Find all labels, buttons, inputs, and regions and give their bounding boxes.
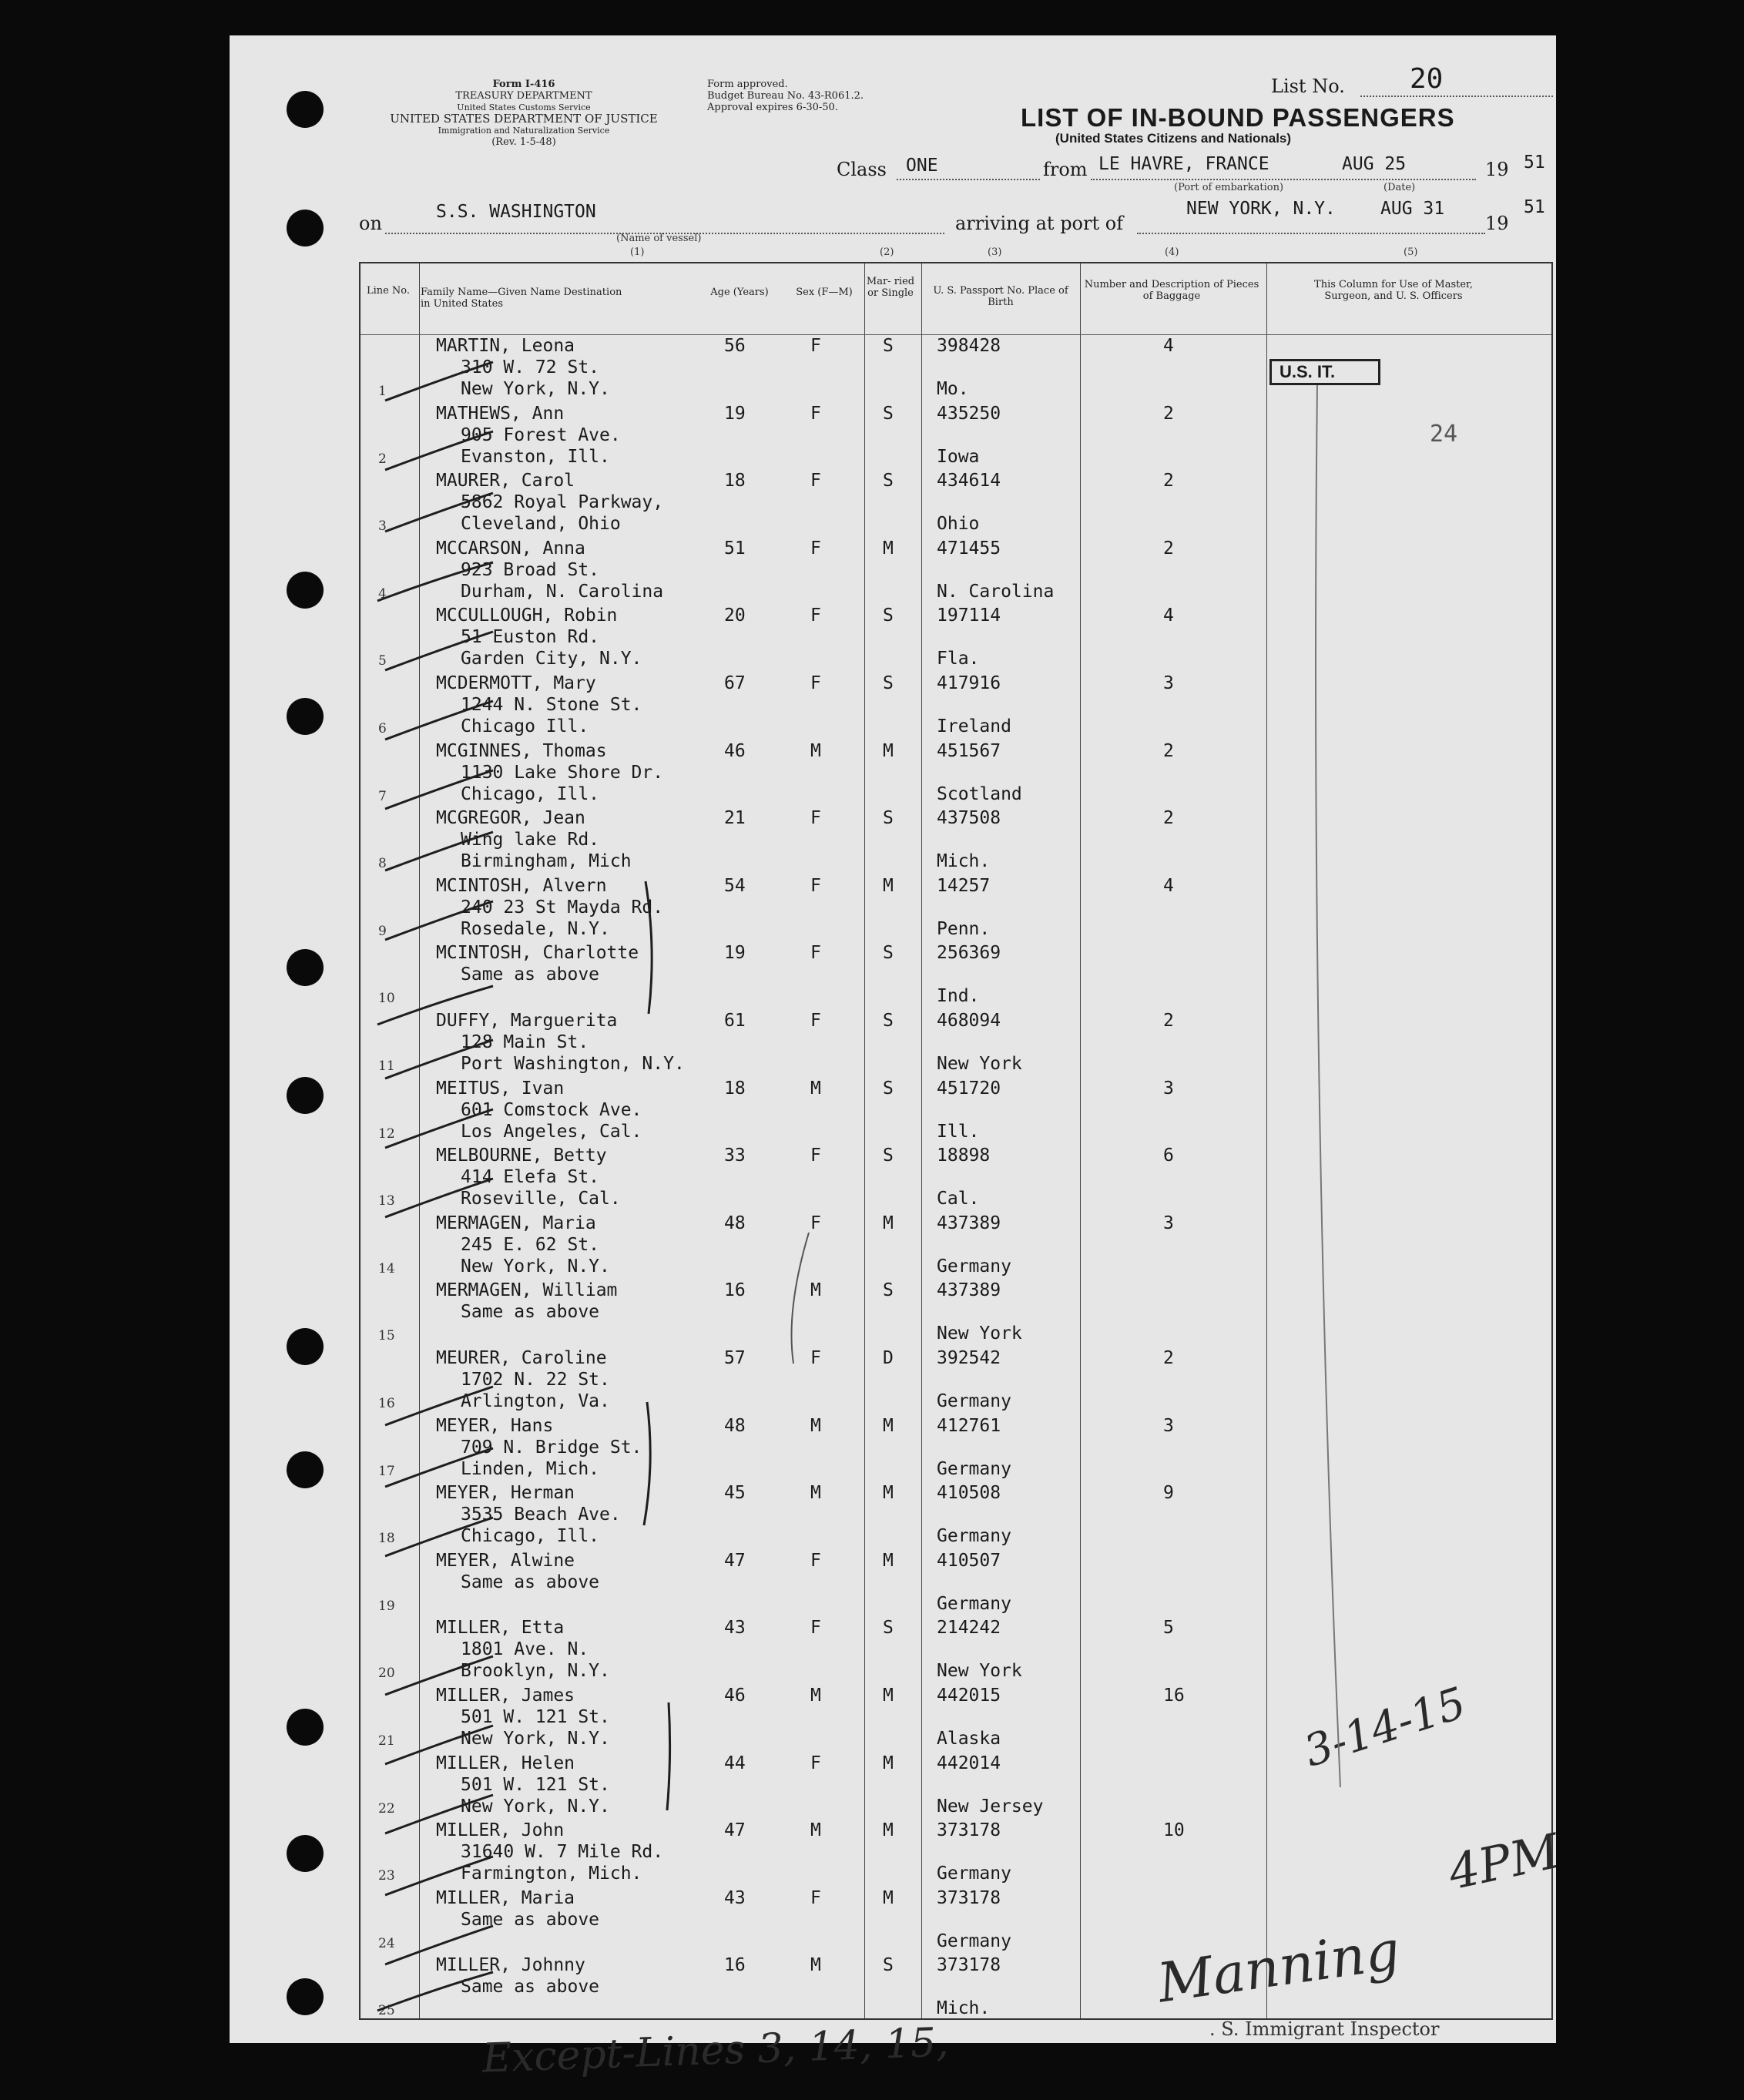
marital-status: M xyxy=(883,875,894,896)
passport-number: 471455 xyxy=(937,538,1001,559)
age-value: 16 xyxy=(724,1955,746,1976)
sex-value: M xyxy=(810,1686,821,1706)
passenger-count: 24 xyxy=(1430,421,1458,448)
address-line2: Durham, N. Carolina xyxy=(461,581,664,602)
marital-status: S xyxy=(883,1280,894,1301)
baggage-count: 3 xyxy=(1163,673,1174,693)
address-line2: Garden City, N.Y. xyxy=(461,649,642,669)
page-subtitle: (United States Citizens and Nationals) xyxy=(1055,131,1292,146)
passenger-name: MILLER, Etta xyxy=(436,1618,565,1639)
address-line2: Linden, Mich. xyxy=(461,1458,600,1479)
passenger-name: MERMAGEN, William xyxy=(436,1280,618,1301)
age-value: 67 xyxy=(724,673,746,693)
address-line2: New York, N.Y. xyxy=(461,1729,610,1749)
sex-value: M xyxy=(810,740,821,761)
age-value: 16 xyxy=(724,1280,746,1301)
col-number-3: (3) xyxy=(988,247,1002,258)
passport-number: 392542 xyxy=(937,1348,1001,1368)
age-value: 48 xyxy=(724,1213,746,1233)
place-of-birth: Mich. xyxy=(937,1998,991,2019)
place-of-birth: N. Carolina xyxy=(937,581,1055,602)
passport-number: 256369 xyxy=(937,943,1001,964)
arrival-year-prefix: 19 xyxy=(1485,213,1509,234)
place-of-birth: Ohio xyxy=(937,514,980,535)
passenger-name: MARTIN, Leona xyxy=(436,336,575,356)
passport-number: 451567 xyxy=(937,740,1001,761)
age-value: 47 xyxy=(724,1820,746,1841)
handwritten-time: 4PM xyxy=(1443,1822,1565,1901)
address-line1: 310 W. 72 St. xyxy=(461,357,600,377)
colhead-married: Mar- ried or Single xyxy=(866,276,915,299)
age-value: 51 xyxy=(724,538,746,559)
embark-year: 51 xyxy=(1524,153,1545,173)
passenger-name: MEYER, Herman xyxy=(436,1483,575,1504)
marital-status: S xyxy=(883,1078,894,1099)
marital-status: M xyxy=(883,1415,894,1436)
class-value: ONE xyxy=(906,156,938,176)
col-number-5: (5) xyxy=(1404,247,1418,258)
baggage-count: 3 xyxy=(1163,1415,1174,1436)
sex-value: F xyxy=(810,1618,821,1639)
embark-date: AUG 25 xyxy=(1342,154,1407,174)
marital-status: M xyxy=(883,1887,894,1908)
embark-year-prefix: 19 xyxy=(1485,159,1509,180)
list-no-label: List No. xyxy=(1271,75,1345,97)
approval-line3: Approval expires 6-30-50. xyxy=(707,102,838,113)
sex-value: F xyxy=(810,1550,821,1571)
form-number: Form I-416 xyxy=(492,79,555,90)
address-line1: 1244 N. Stone St. xyxy=(461,695,642,715)
justice-dept: UNITED STATES DEPARTMENT OF JUSTICE xyxy=(390,112,658,126)
address-line2: Farmington, Mich. xyxy=(461,1863,642,1884)
line-number: 3 xyxy=(378,518,387,535)
age-value: 18 xyxy=(724,1078,746,1099)
address-line1: 501 W. 121 St. xyxy=(461,1707,610,1727)
passenger-name: MATHEWS, Ann xyxy=(436,403,565,424)
colhead-officers: This Column for Use of Master, Surgeon, and U. S. Officers xyxy=(1314,279,1473,302)
arrival-year: 51 xyxy=(1524,197,1545,217)
form-revision: (Rev. 1-5-48) xyxy=(491,136,556,148)
place-of-birth: Germany xyxy=(937,1256,1011,1276)
address-line1: Wing lake Rd. xyxy=(461,830,600,850)
place-of-birth: Germany xyxy=(937,1526,1011,1547)
baggage-count: 2 xyxy=(1163,1348,1174,1368)
line-number: 21 xyxy=(378,1733,395,1749)
vessel-name: S.S. WASHINGTON xyxy=(436,202,596,222)
address-line2: Cleveland, Ohio xyxy=(461,514,621,535)
us-it-stamp: U.S. IT. xyxy=(1269,359,1380,385)
address-line2: Chicago Ill. xyxy=(461,716,589,736)
age-value: 20 xyxy=(724,606,746,626)
place-of-birth: Germany xyxy=(937,1931,1011,1951)
passenger-name: MCGREGOR, Jean xyxy=(436,808,585,829)
passport-number: 398428 xyxy=(937,336,1001,356)
inspector-caption: . S. Immigrant Inspector xyxy=(1209,2018,1440,2040)
address-line1: 905 Forest Ave. xyxy=(461,424,621,445)
baggage-count: 2 xyxy=(1163,1011,1174,1031)
on-label: on xyxy=(359,213,382,234)
approval-line2: Budget Bureau No. 43-R061.2. xyxy=(707,90,864,102)
passenger-name: MILLER, Maria xyxy=(436,1887,575,1908)
marital-status: S xyxy=(883,943,894,964)
sex-value: F xyxy=(810,1213,821,1233)
inspector-signature: Manning xyxy=(1153,1918,1404,2015)
passport-number: 435250 xyxy=(937,403,1001,424)
baggage-count: 2 xyxy=(1163,471,1174,491)
address-line1: 245 E. 62 St. xyxy=(461,1234,600,1255)
age-value: 19 xyxy=(724,403,746,424)
passport-number: 410507 xyxy=(937,1550,1001,1571)
marital-status: S xyxy=(883,1011,894,1031)
passenger-name: MEURER, Caroline xyxy=(436,1348,607,1368)
baggage-count: 2 xyxy=(1163,808,1174,829)
colhead-baggage: Number and Description of Pieces of Baggage xyxy=(1084,279,1259,302)
passport-number: 14257 xyxy=(937,875,991,896)
line-number: 16 xyxy=(378,1396,395,1411)
colhead-age: Age (Years) xyxy=(710,287,769,298)
address-line1: 1702 N. 22 St. xyxy=(461,1370,610,1390)
page-title: LIST OF IN-BOUND PASSENGERS xyxy=(1021,103,1455,132)
marital-status: S xyxy=(883,1146,894,1166)
place-of-birth: Ireland xyxy=(937,716,1011,736)
baggage-count: 5 xyxy=(1163,1618,1174,1639)
baggage-count: 4 xyxy=(1163,875,1174,896)
col-number-2: (2) xyxy=(880,247,894,258)
place-of-birth: Penn. xyxy=(937,918,991,939)
passport-number: 410508 xyxy=(937,1483,1001,1504)
marital-status: M xyxy=(883,538,894,559)
address-line1: Same as above xyxy=(461,1977,600,1998)
sex-value: F xyxy=(810,943,821,964)
marital-status: M xyxy=(883,1213,894,1233)
age-value: 61 xyxy=(724,1011,746,1031)
passport-number: 437508 xyxy=(937,808,1001,829)
line-number: 24 xyxy=(378,1935,395,1951)
passport-number: 442014 xyxy=(937,1753,1001,1773)
sex-value: M xyxy=(810,1078,821,1099)
place-of-birth: New York xyxy=(937,1054,1022,1074)
line-number: 13 xyxy=(378,1193,395,1209)
address-line2: Port Washington, N.Y. xyxy=(461,1054,685,1074)
passenger-name: MILLER, John xyxy=(436,1820,565,1841)
passenger-name: MILLER, Helen xyxy=(436,1753,575,1773)
address-line1: 51 Euston Rd. xyxy=(461,627,600,648)
place-of-birth: Fla. xyxy=(937,649,980,669)
passenger-name: MCINTOSH, Charlotte xyxy=(436,943,639,964)
age-value: 45 xyxy=(724,1483,746,1504)
place-of-birth: New York xyxy=(937,1323,1022,1344)
line-number: 10 xyxy=(378,991,395,1007)
arrival-port: NEW YORK, N.Y. xyxy=(1186,199,1336,219)
line-number: 4 xyxy=(378,585,387,602)
marital-status: S xyxy=(883,471,894,491)
address-line1: 31640 W. 7 Mile Rd. xyxy=(461,1842,664,1863)
sex-value: M xyxy=(810,1820,821,1841)
line-number: 22 xyxy=(378,1800,395,1817)
sex-value: F xyxy=(810,1146,821,1166)
address-line2: Los Angeles, Cal. xyxy=(461,1121,642,1142)
baggage-count: 9 xyxy=(1163,1483,1174,1504)
line-number: 8 xyxy=(378,856,387,872)
col-number-4: (4) xyxy=(1165,247,1179,258)
marital-status: M xyxy=(883,1753,894,1773)
arriving-label: arriving at port of xyxy=(955,213,1124,234)
age-value: 33 xyxy=(724,1146,746,1166)
address-line2: Rosedale, N.Y. xyxy=(461,918,610,939)
sex-value: F xyxy=(810,1887,821,1908)
handwritten-date: 3-14-15 xyxy=(1298,1678,1472,1777)
colhead-name: Family Name—Given Name Destination in United States xyxy=(421,287,622,310)
embark-port-caption: (Port of embarkation) xyxy=(1174,182,1284,193)
address-line2: Birmingham, Mich xyxy=(461,851,632,872)
line-number: 6 xyxy=(378,721,387,736)
passenger-name: DUFFY, Marguerita xyxy=(436,1011,618,1031)
place-of-birth: Germany xyxy=(937,1458,1011,1479)
passport-number: 437389 xyxy=(937,1213,1001,1233)
marital-status: D xyxy=(883,1348,894,1368)
sex-value: F xyxy=(810,606,821,626)
sex-value: F xyxy=(810,538,821,559)
line-number: 23 xyxy=(378,1868,395,1884)
line-number: 5 xyxy=(378,653,387,669)
customs-service: United States Customs Service xyxy=(457,102,591,112)
age-value: 54 xyxy=(724,875,746,896)
colhead-line: Line No. xyxy=(366,285,411,297)
embark-port: LE HAVRE, FRANCE xyxy=(1098,154,1269,174)
passenger-name: MCCARSON, Anna xyxy=(436,538,585,559)
marital-status: M xyxy=(883,740,894,761)
passenger-name: MERMAGEN, Maria xyxy=(436,1213,596,1233)
address-line1: 240 23 St Mayda Rd. xyxy=(461,897,664,917)
baggage-count: 10 xyxy=(1163,1820,1185,1841)
date-caption: (Date) xyxy=(1383,182,1416,193)
passenger-name: MILLER, James xyxy=(436,1686,575,1706)
age-value: 46 xyxy=(724,1686,746,1706)
place-of-birth: New York xyxy=(937,1661,1022,1682)
place-of-birth: Alaska xyxy=(937,1729,1001,1749)
approval-line1: Form approved. xyxy=(707,79,788,90)
passport-number: 437389 xyxy=(937,1280,1001,1301)
sex-value: M xyxy=(810,1955,821,1976)
age-value: 18 xyxy=(724,471,746,491)
list-no-value: 20 xyxy=(1410,63,1444,95)
address-line1: Same as above xyxy=(461,964,600,985)
address-line2: Evanston, Ill. xyxy=(461,446,610,467)
baggage-count: 16 xyxy=(1163,1686,1185,1706)
vessel-caption: (Name of vessel) xyxy=(616,233,702,244)
place-of-birth: Iowa xyxy=(937,446,980,467)
marital-status: M xyxy=(883,1686,894,1706)
passenger-name: MEITUS, Ivan xyxy=(436,1078,565,1099)
col-number-1: (1) xyxy=(630,247,645,258)
marital-status: S xyxy=(883,1955,894,1976)
address-line2: Chicago, Ill. xyxy=(461,1526,600,1547)
sex-value: F xyxy=(810,808,821,829)
passenger-name: MELBOURNE, Betty xyxy=(436,1146,607,1166)
check-marks xyxy=(377,362,1340,2011)
place-of-birth: Germany xyxy=(937,1391,1011,1411)
passenger-name: MCDERMOTT, Mary xyxy=(436,673,596,693)
passenger-name: MEYER, Alwine xyxy=(436,1550,575,1571)
passport-number: 468094 xyxy=(937,1011,1001,1031)
passenger-name: MILLER, Johnny xyxy=(436,1955,585,1976)
passport-number: 197114 xyxy=(937,606,1001,626)
line-number: 11 xyxy=(378,1058,395,1074)
address-line1: 601 Comstock Ave. xyxy=(461,1099,642,1120)
address-line1: 5862 Royal Parkway, xyxy=(461,492,664,513)
age-value: 56 xyxy=(724,336,746,356)
line-number: 15 xyxy=(378,1328,395,1344)
line-number: 25 xyxy=(378,2003,395,2019)
address-line1: 709 N. Bridge St. xyxy=(461,1437,642,1458)
sex-value: M xyxy=(810,1415,821,1436)
address-line2: Arlington, Va. xyxy=(461,1391,610,1411)
address-line1: 923 Broad St. xyxy=(461,559,600,580)
passenger-name: MCCULLOUGH, Robin xyxy=(436,606,618,626)
address-line2: Roseville, Cal. xyxy=(461,1189,621,1209)
treasury-dept: TREASURY DEPARTMENT xyxy=(455,90,592,102)
passport-number: 412761 xyxy=(937,1415,1001,1436)
place-of-birth: Germany xyxy=(937,1593,1011,1614)
age-value: 19 xyxy=(724,943,746,964)
sex-value: F xyxy=(810,1011,821,1031)
marital-status: S xyxy=(883,336,894,356)
sex-value: F xyxy=(810,403,821,424)
age-value: 46 xyxy=(724,740,746,761)
age-value: 48 xyxy=(724,1415,746,1436)
passport-number: 373178 xyxy=(937,1820,1001,1841)
marital-status: M xyxy=(883,1550,894,1571)
passport-number: 451720 xyxy=(937,1078,1001,1099)
address-line1: 501 W. 121 St. xyxy=(461,1774,610,1795)
baggage-count: 2 xyxy=(1163,403,1174,424)
age-value: 57 xyxy=(724,1348,746,1368)
baggage-count: 3 xyxy=(1163,1078,1174,1099)
address-line1: Same as above xyxy=(461,1909,600,1930)
line-number: 17 xyxy=(378,1463,395,1479)
place-of-birth: Ind. xyxy=(937,986,980,1007)
passport-number: 442015 xyxy=(937,1686,1001,1706)
address-line1: 3535 Beach Ave. xyxy=(461,1505,621,1525)
passport-number: 434614 xyxy=(937,471,1001,491)
from-label: from xyxy=(1043,159,1088,180)
sex-value: F xyxy=(810,875,821,896)
sex-value: F xyxy=(810,1753,821,1773)
address-line1: Same as above xyxy=(461,1302,600,1323)
passenger-name: MCGINNES, Thomas xyxy=(436,740,607,761)
bottom-note: Except-Lines 3, 14, 15, xyxy=(481,2019,950,2082)
sex-value: M xyxy=(810,1483,821,1504)
address-line2: New York, N.Y. xyxy=(461,379,610,399)
ins-service: Immigration and Naturalization Service xyxy=(438,126,610,136)
marital-status: S xyxy=(883,808,894,829)
address-line1: 414 Elefa St. xyxy=(461,1167,600,1188)
address-line1: Same as above xyxy=(461,1572,600,1592)
address-line2: New York, N.Y. xyxy=(461,1256,610,1276)
passport-number: 214242 xyxy=(937,1618,1001,1639)
passenger-name: MCINTOSH, Alvern xyxy=(436,875,607,896)
line-number: 18 xyxy=(378,1531,395,1547)
place-of-birth: Germany xyxy=(937,1863,1011,1884)
class-label: Class xyxy=(837,159,887,180)
arrival-date: AUG 31 xyxy=(1380,199,1445,219)
colhead-sex: Sex (F—M) xyxy=(796,287,853,298)
marital-status: S xyxy=(883,606,894,626)
line-number: 20 xyxy=(378,1666,395,1682)
place-of-birth: Mo. xyxy=(937,379,969,399)
sex-value: F xyxy=(810,471,821,491)
line-number: 9 xyxy=(378,923,387,939)
place-of-birth: Scotland xyxy=(937,783,1022,804)
line-number: 1 xyxy=(378,384,387,399)
address-line2: Brooklyn, N.Y. xyxy=(461,1661,610,1682)
baggage-count: 2 xyxy=(1163,740,1174,761)
passport-number: 373178 xyxy=(937,1955,1001,1976)
marital-status: S xyxy=(883,403,894,424)
place-of-birth: Ill. xyxy=(937,1121,980,1142)
baggage-count: 4 xyxy=(1163,606,1174,626)
marital-status: S xyxy=(883,1618,894,1639)
address-line1: 1130 Lake Shore Dr. xyxy=(461,762,664,783)
line-number: 19 xyxy=(378,1598,395,1614)
baggage-count: 4 xyxy=(1163,336,1174,356)
line-number: 12 xyxy=(378,1125,395,1142)
passport-number: 417916 xyxy=(937,673,1001,693)
line-number: 7 xyxy=(378,788,387,804)
sex-value: M xyxy=(810,1280,821,1301)
age-value: 21 xyxy=(724,808,746,829)
passenger-name: MAURER, Carol xyxy=(436,471,575,491)
sex-value: F xyxy=(810,673,821,693)
marital-status: M xyxy=(883,1483,894,1504)
address-line1: 1801 Ave. N. xyxy=(461,1639,589,1660)
baggage-count: 2 xyxy=(1163,538,1174,559)
age-value: 43 xyxy=(724,1618,746,1639)
line-number: 2 xyxy=(378,451,387,467)
age-value: 43 xyxy=(724,1887,746,1908)
address-line1: 128 Main St. xyxy=(461,1032,589,1052)
address-line2: New York, N.Y. xyxy=(461,1796,610,1817)
sex-value: F xyxy=(810,1348,821,1368)
line-number: 14 xyxy=(378,1260,395,1276)
age-value: 44 xyxy=(724,1753,746,1773)
colhead-passport: U. S. Passport No. Place of Birth xyxy=(933,285,1068,308)
marital-status: M xyxy=(883,1820,894,1841)
marital-status: S xyxy=(883,673,894,693)
sex-value: F xyxy=(810,336,821,356)
age-value: 47 xyxy=(724,1550,746,1571)
place-of-birth: Cal. xyxy=(937,1189,980,1209)
place-of-birth: New Jersey xyxy=(937,1796,1044,1817)
baggage-count: 3 xyxy=(1163,1213,1174,1233)
address-line2: Chicago, Ill. xyxy=(461,783,600,804)
place-of-birth: Mich. xyxy=(937,851,991,872)
passport-number: 18898 xyxy=(937,1146,991,1166)
baggage-count: 6 xyxy=(1163,1146,1174,1166)
passport-number: 373178 xyxy=(937,1887,1001,1908)
passenger-name: MEYER, Hans xyxy=(436,1415,554,1436)
